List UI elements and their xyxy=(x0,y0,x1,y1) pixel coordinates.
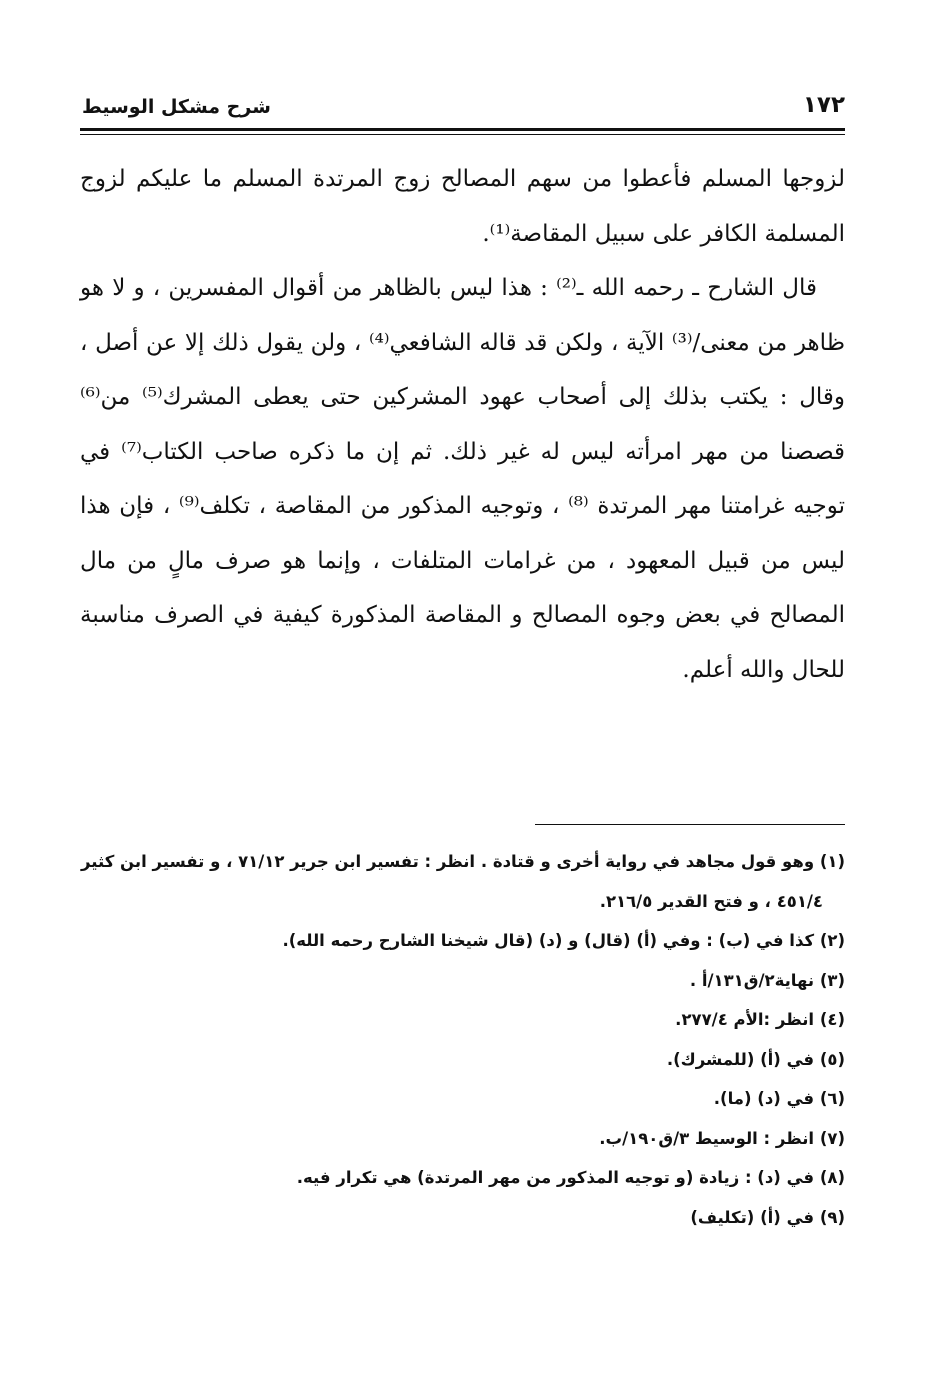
header-rule-thin xyxy=(80,134,845,135)
footnote-4: (٤) انظر :الأم ٢٧٧/٤. xyxy=(675,1010,845,1029)
page-number: ١٧٢ xyxy=(802,92,845,118)
running-title: شرح مشكل الوسيط xyxy=(82,96,271,118)
footnote-9: (٩) في (أ) (تكليف) xyxy=(690,1207,845,1227)
paragraph-2: قال الشارح ـ رحمه الله ـ⁽²⁾ : هذا ليس بالظاهر من أقوال المفسرين ، و لا هو ظاهر من معنى/⁽³⁾ الآية ، ولكن قد قاله الشافعي⁽⁴⁾ ، ولن يقول ذلك إلا عن أصل ، وقال : يكتب بذلك إلى أصحاب عهود المشركين حتى يعطى المشرك⁽⁵⁾ من⁽⁶⁾ قصصنا من مهر امرأته ليس له غير ذلك. ثم إن ما ذكره صاحب الكتاب⁽⁷⁾ في توجيه غرامتنا مهر المرتدة ⁽⁸⁾ ، وتوجيه المذكور من المقاصة ، تكلف⁽⁹⁾ ، فإن هذا ليس من قبيل المعهود ، من غرامات المتلفات ، وإنما هو صرف مالٍ من مال المصالح في بعض وجوه المصالح و المقاصة المذكورة كيفية في الصرف مناسبة للحال والله أعلم. xyxy=(80,275,846,683)
footnote-5: (٥) في (أ) (للمشرك). xyxy=(666,1049,845,1069)
paragraph-1: لزوجها المسلم فأعطوا من سهم المصالح زوج المرتدة المسلم ما عليكم لزوج المسلمة الكافر على سبيل المقاصة⁽¹⁾. xyxy=(80,166,845,247)
footnotes xyxy=(80,842,845,1237)
footnote-8: (٨) في (د) : زيادة (و توجيه المذكور من مهر المرتدة) هي تكرار فيه. xyxy=(296,1168,845,1187)
footnote-7: (٧) انظر : الوسيط ٣/ق١٩٠/ب. xyxy=(599,1128,845,1148)
footnote-2: (٢) كذا في (ب) : وفي (أ) (قال) و (د) (قال شيخنا الشارح رحمه الله). xyxy=(282,931,845,950)
footnote-1 xyxy=(80,842,845,921)
document-page xyxy=(80,0,845,1374)
footnote-1-line-1: (١) وهو قول مجاهد في رواية أخرى و قتادة . انظر : تفسير ابن جرير ٧١/١٢ ، و تفسير ابن كثير xyxy=(80,852,845,871)
footnote-1-line-2: ٤٥١/٤ ، و فتح القدير ٢١٦/٥. xyxy=(599,891,823,911)
footnote-divider xyxy=(535,824,845,825)
footnote-3: (٣) نهاية٢/ق١٣١/أ . xyxy=(689,970,845,990)
header-rule-thick xyxy=(80,128,845,131)
footnote-6: (٦) في (د) (ما). xyxy=(713,1089,845,1108)
main-text xyxy=(80,152,845,697)
page-header xyxy=(80,92,845,126)
